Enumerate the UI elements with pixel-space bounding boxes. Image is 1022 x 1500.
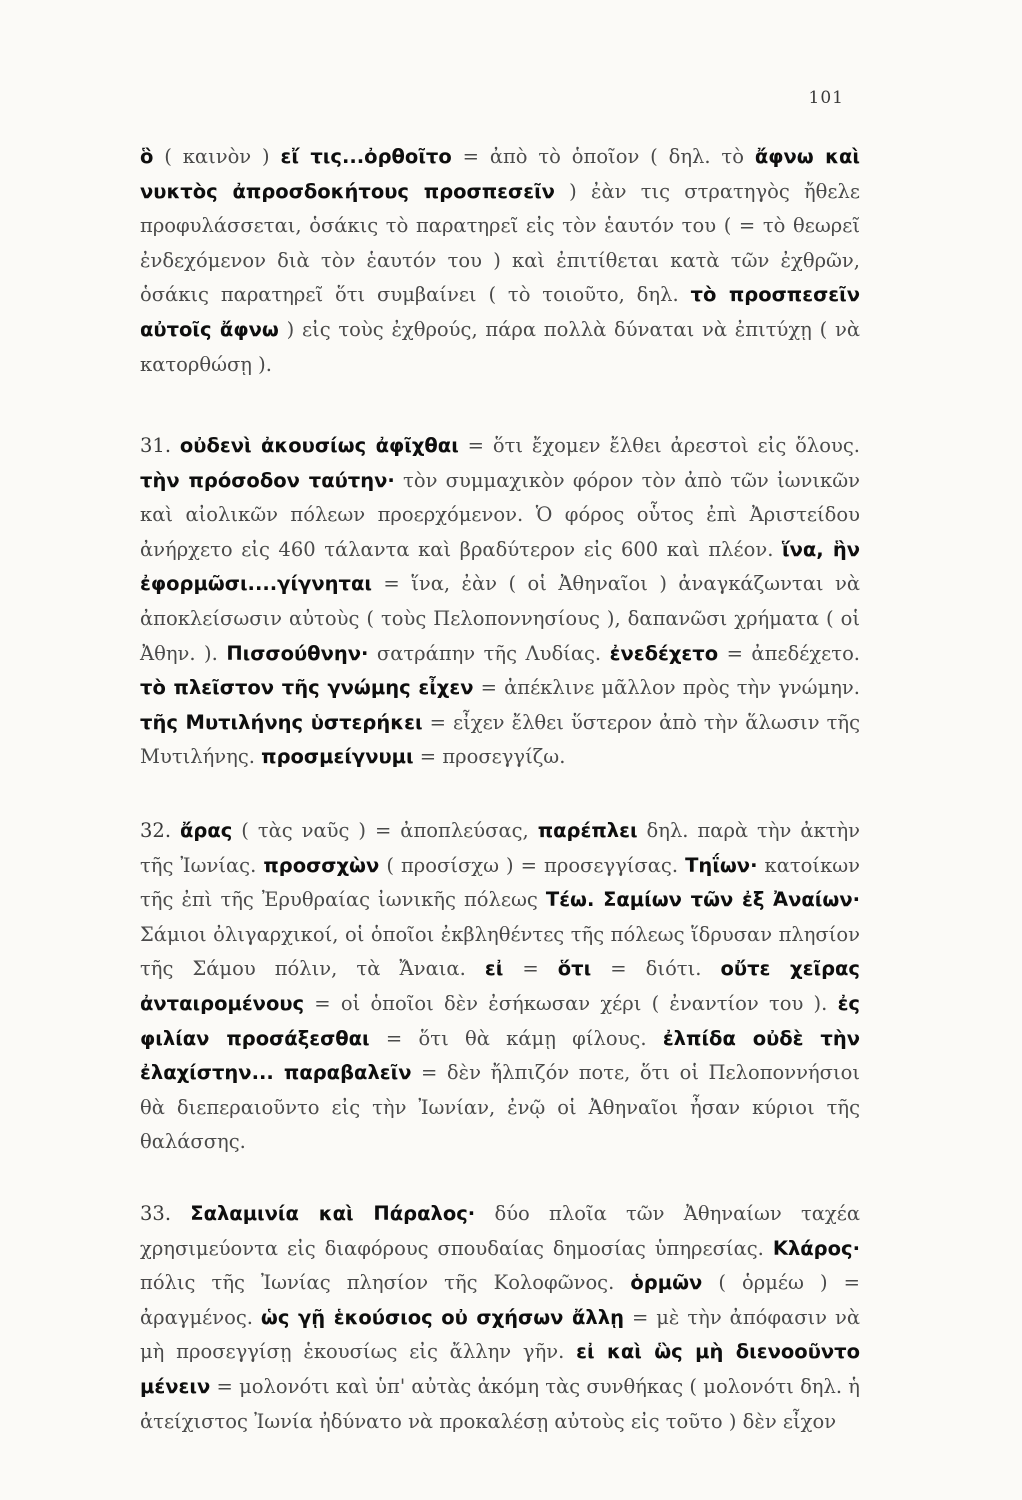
- gloss-text: τὸν συμμαχικὸν φόρον τὸν ἀπὸ τῶν ἰωνικῶν καὶ αἰολικῶν πόλεων προερχόμενον. Ὁ φόρος οὗτος ἐπὶ Ἀριστείδου ἀνήρχετο εἰς 460 τάλαντα καὶ βραδύτερον εἰς 600 καὶ πλέον.: [140, 468, 860, 561]
- gloss-text: σατράπην τῆς Λυδίας.: [368, 641, 610, 665]
- paragraph-number: 31.: [140, 434, 180, 457]
- commentary-paragraph-33: [140, 1197, 860, 1439]
- lemma-term: Πισσούθνην·: [226, 641, 369, 665]
- lemma-term: ὁρμῶν: [630, 1271, 703, 1295]
- gloss-text: = διότι.: [591, 957, 721, 981]
- commentary-paragraph-30: [140, 140, 860, 382]
- gloss-text: = ἀπὸ τὸ ὁποῖον ( δηλ. τὸ: [451, 145, 755, 168]
- paragraph-number: 32.: [140, 819, 180, 842]
- lemma-term: ἄρας: [179, 819, 233, 842]
- gloss-text: πόλις τῆς Ἰωνίας πλησίον τῆς Κολοφῶνος.: [140, 1271, 631, 1295]
- lemma-term: εἴ τις...ὀρθοῖτο: [280, 145, 452, 168]
- lemma-term: εἰ: [484, 957, 504, 981]
- lemma-term: προσσχὼν: [263, 853, 380, 877]
- gloss-text: = μὲ τὴν ἀπόφασιν νὰ μὴ προσεγγίσῃ ἑκουσίως εἰς ἄλλην γῆν.: [140, 1305, 860, 1364]
- gloss-text: = οἱ ὁποῖοι δὲν ἐσήκωσαν χέρι ( ἐναντίον του ).: [304, 991, 838, 1015]
- lemma-term: ὅτι: [557, 957, 592, 981]
- gloss-text: = μολονότι καὶ ὑπ' αὐτὰς ἀκόμη τὰς συνθήκας ( μολονότι δηλ. ἡ ἀτείχιστος Ἰωνία ἠδύνατο νὰ προκαλέσῃ αὐτοὺς εἰς τοῦτο ) δὲν εἶχον: [140, 1374, 860, 1433]
- gloss-text: = ἀπέκλινε μᾶλλον πρὸς τὴν γνώμην.: [473, 676, 860, 700]
- page-number: 101: [808, 88, 844, 108]
- commentary-paragraph-32: [140, 814, 860, 1160]
- commentary-paragraph-31: [140, 429, 860, 775]
- gloss-text: ) εἰς τοὺς ἐχθρούς, πάρα πολλὰ δύναται νὰ ἐπιτύχῃ ( νὰ κατορθώσῃ ).: [140, 317, 861, 376]
- gloss-text: = εἶχεν ἔλθει ὕστερον ἀπὸ τὴν ἅλωσιν τῆς Μυτιλήνης.: [140, 710, 861, 769]
- gloss-text: ) ἐὰν τις στρατηγὸς ἤθελε προφυλάσσεται, ὁσάκις τὸ παρατηρεῖ εἰς τὸν ἑαυτόν του ( = τὸ θεωρεῖ ἐνδεχόμενον διὰ τὸν ἑαυτόν του ) καὶ ἐπιτίθεται κατὰ τῶν ἐχθρῶν, ὁσάκις παρατηρεῖ ὅτι συμβαίνει ( τὸ τοιοῦτο, δηλ.: [140, 179, 860, 307]
- lemma-term: Κλάρος·: [772, 1236, 860, 1260]
- gloss-text: = ὅτι ἔχομεν ἔλθει ἀρεστοὶ εἰς ὅλους.: [458, 434, 860, 457]
- gloss-text: =: [503, 957, 558, 981]
- gloss-text: δηλ. παρὰ τὴν ἀκτὴν τῆς Ἰωνίας.: [140, 819, 861, 877]
- lemma-term: ἐς φιλίαν προσάξεσθαι: [140, 991, 860, 1050]
- lemma-term: ἄφνω καὶ νυκτὸς ἀπροσδοκήτους προσπεσεῖν: [140, 145, 860, 203]
- lemma-term: Τέω. Σαμίων τῶν ἐξ Ἀναίων·: [545, 888, 861, 912]
- gloss-text: = προσεγγίζω.: [413, 745, 566, 769]
- lemma-term: Σαλαμινία καὶ Πάραλος·: [190, 1202, 476, 1225]
- gloss-text: ( καινὸν ): [153, 145, 281, 168]
- gloss-text: = δὲν ἤλπιζόν ποτε, ὅτι οἱ Πελοποννήσιοι θὰ διεπεραιοῦντο εἰς τὴν Ἰωνίαν, ἐνῷ οἱ Ἀθηναῖοι ἦσαν κύριοι τῆς θαλάσσης.: [140, 1061, 860, 1154]
- gloss-text: = ἵνα, ἐὰν ( οἱ Ἀθηναῖοι ) ἀναγκάζωνται νὰ ἀποκλείσωσιν αὐτοὺς ( τοὺς Πελοποννησίους ), δαπανῶσι χρήματα ( οἱ Ἀθην. ).: [140, 572, 860, 665]
- gloss-text: ( τὰς ναῦς ) = ἀποπλεύσας,: [232, 819, 538, 842]
- gloss-text: κατοίκων τῆς ἐπὶ τῆς Ἐρυθραίας ἰωνικῆς πόλεως: [140, 853, 861, 912]
- gloss-text: = ὅτι θὰ κάμῃ φίλους.: [369, 1026, 663, 1050]
- lemma-term: τὸ πλεῖστον τῆς γνώμης εἶχεν: [140, 676, 474, 700]
- lemma-term: τὸ προσπεσεῖν αὐτοῖς ἄφνω: [140, 283, 860, 341]
- lemma-term: προσμείγνυμι: [261, 745, 414, 769]
- lemma-term: ἐλπίδα οὐδὲ τὴν ἐλαχίστην... παραβαλεῖν: [140, 1026, 860, 1085]
- gloss-text: δύο πλοῖα τῶν Ἀθηναίων ταχέα χρησιμεύοντα εἰς διαφόρους σπουδαίας δημοσίας ὑπηρεσίας.: [140, 1202, 860, 1260]
- gloss-text: = ἀπεδέχετο.: [718, 641, 861, 665]
- lemma-term: παρέπλει: [537, 819, 638, 842]
- lemma-term: ὡς γῇ ἑκούσιος οὐ σχήσων ἄλλῃ: [260, 1305, 624, 1329]
- lemma-term: οὐδενὶ ἀκουσίως ἀφῖχθαι: [179, 434, 459, 457]
- lemma-term: ὃ: [140, 145, 154, 168]
- lemma-term: οὔτε χεῖρας ἀνταιρομένους: [140, 957, 860, 1015]
- lemma-term: ἵνα, ἣν ἐφορμῶσι....γίγνηται: [140, 537, 861, 596]
- lemma-term: τῆς Μυτιλήνης ὑστερήκει: [140, 710, 423, 734]
- lemma-term: Τηΐων·: [685, 853, 758, 877]
- gloss-text: ( ὁρμέω ) = ἀραγμένος.: [140, 1271, 860, 1329]
- gloss-text: ( προσίσχω ) = προσεγγίσας.: [379, 853, 686, 877]
- lemma-term: εἰ καὶ ὣς μὴ διενοοῦντο μένειν: [140, 1340, 860, 1398]
- lemma-term: ἐνεδέχετο: [609, 641, 719, 665]
- lemma-term: τὴν πρόσοδον ταύτην·: [140, 468, 395, 492]
- paragraph-number: 33.: [140, 1202, 191, 1225]
- gloss-text: Σάμιοι ὀλιγαρχικοί, οἱ ὁποῖοι ἐκβληθέντες τῆς πόλεως ἵδρυσαν πλησίον τῆς Σάμου πόλιν, τὰ Ἄναια.: [140, 922, 860, 981]
